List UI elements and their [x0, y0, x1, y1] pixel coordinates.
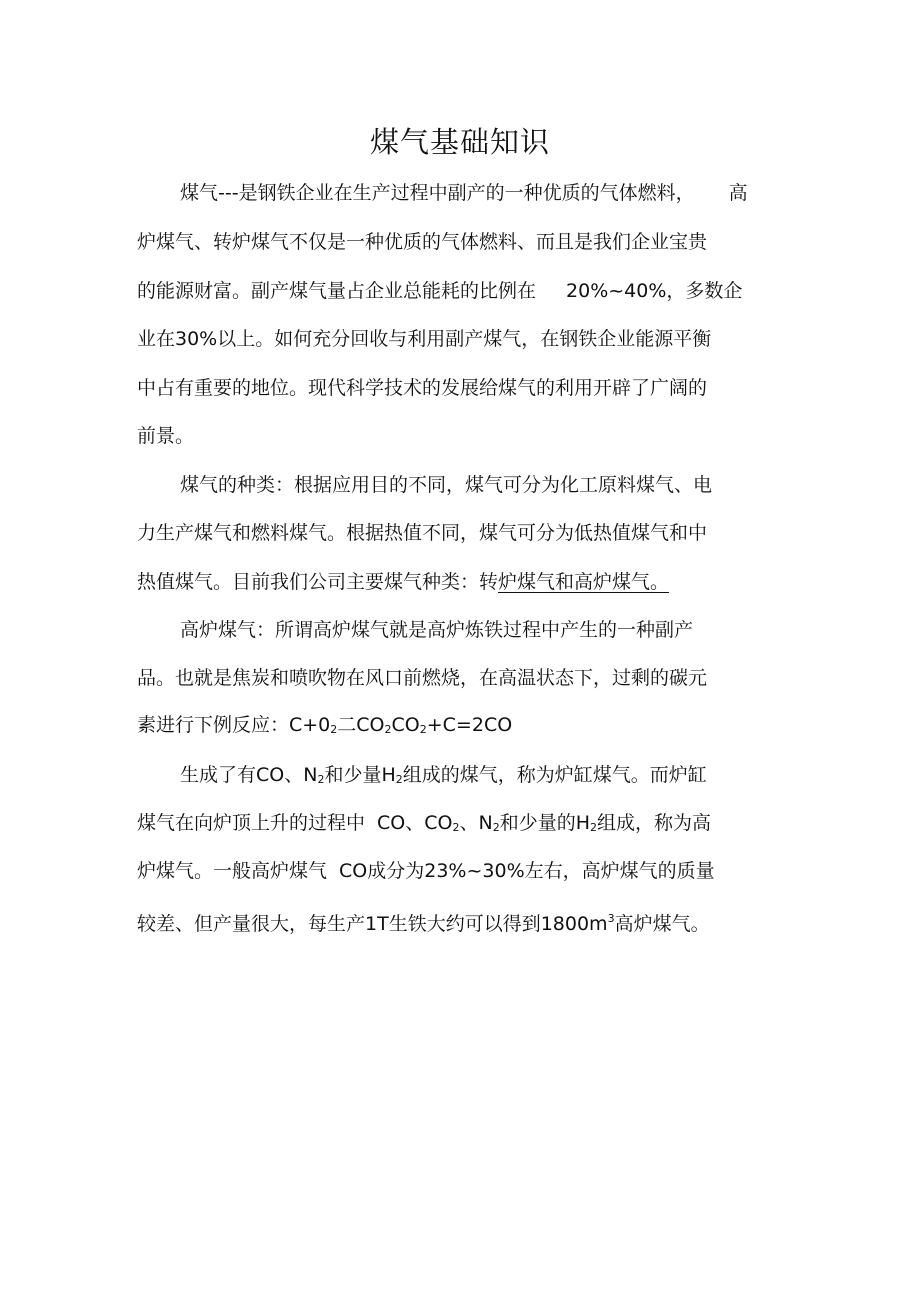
paragraph-1-line-2: 炉煤气、转炉煤气不仅是一种优质的气体燃料、而且是我们企业宝贵	[137, 231, 708, 253]
paragraph-4-line-4	[137, 904, 787, 939]
text-run: 、N	[459, 812, 493, 834]
text-run: 较差、但产量很大，每生产1T生铁大约可以得到1800m	[137, 913, 608, 935]
subscript: 2	[330, 723, 338, 736]
text-run: 二CO	[337, 714, 385, 736]
text-run: CO成分为23%~30%左右，高炉煤气的质量	[339, 860, 715, 882]
text-run: 组成，称为高	[596, 812, 711, 834]
paragraph-1-line-5: 中占有重要的地位。现代科学技术的发展给煤气的利用开辟了广阔的	[137, 377, 708, 399]
text-run: 素进行下例反应：C+0	[137, 714, 331, 736]
paragraph-4-line-3	[137, 856, 787, 886]
subscript: 2	[492, 821, 500, 834]
paragraph-3-line-1: 高炉煤气：所谓高炉煤气就是高炉炼铁过程中产生的一种副产	[180, 619, 694, 641]
text-run: 的能源财富。副产煤气量占企业总能耗的比例在	[137, 280, 537, 302]
text-run: 炉煤气。一般高炉煤气	[137, 860, 328, 882]
paragraph-4-line-1	[180, 760, 830, 795]
text-run: 20%~40%，多数企	[566, 280, 743, 302]
text-run: CO、CO	[377, 812, 453, 834]
text-run: 组成的煤气，称为炉缸煤气。而炉缸	[402, 764, 707, 786]
paragraph-2-line-2: 力生产煤气和燃料煤气。根据热值不同，煤气可分为低热值煤气和中	[137, 522, 708, 544]
subscript: 2	[384, 723, 392, 736]
paragraph-3-line-3	[137, 710, 787, 745]
text-run: 煤气在向炉顶上升的过程中	[137, 812, 366, 834]
paragraph-1-line-1	[180, 178, 830, 208]
text-run: 热值煤气。目前我们公司主要煤气种类：转	[137, 571, 499, 593]
subscript: 2	[452, 821, 460, 834]
text-run: 和少量的H	[499, 812, 590, 834]
subscript: 2	[317, 773, 325, 786]
text-run: 高	[728, 182, 748, 204]
text-run: 煤气---是钢铁企业在生产过程中副产的一种优质的气体燃料，	[180, 182, 695, 204]
underlined-text: 炉煤气和高炉煤气。	[498, 571, 670, 593]
text-run: 和少量H	[324, 764, 396, 786]
paragraph-2-line-1: 煤气的种类：根据应用目的不同，煤气可分为化工原料煤气、电	[180, 474, 713, 496]
text-run: 生成了有CO、N	[180, 764, 318, 786]
subscript: 2	[395, 773, 403, 786]
paragraph-2-line-3	[137, 567, 787, 597]
text-run: +C=2CO	[426, 714, 513, 736]
subscript: 2	[589, 821, 597, 834]
paragraph-1-line-3	[137, 276, 787, 306]
superscript: 3	[607, 912, 615, 925]
text-run: CO	[391, 714, 420, 736]
page-title: 煤气基础知识	[369, 125, 550, 159]
paragraph-3-line-2: 品。也就是焦炭和喷吹物在风口前燃烧，在高温状态下，过剩的碳元	[137, 667, 708, 689]
text-run: 高炉煤气。	[614, 913, 710, 935]
subscript: 2	[419, 723, 427, 736]
paragraph-1-line-4: 业在30%以上。如何充分回收与利用副产煤气，在钢铁企业能源平衡	[137, 328, 712, 350]
paragraph-1-line-6: 前景。	[137, 425, 195, 447]
paragraph-4-line-2	[137, 808, 787, 843]
